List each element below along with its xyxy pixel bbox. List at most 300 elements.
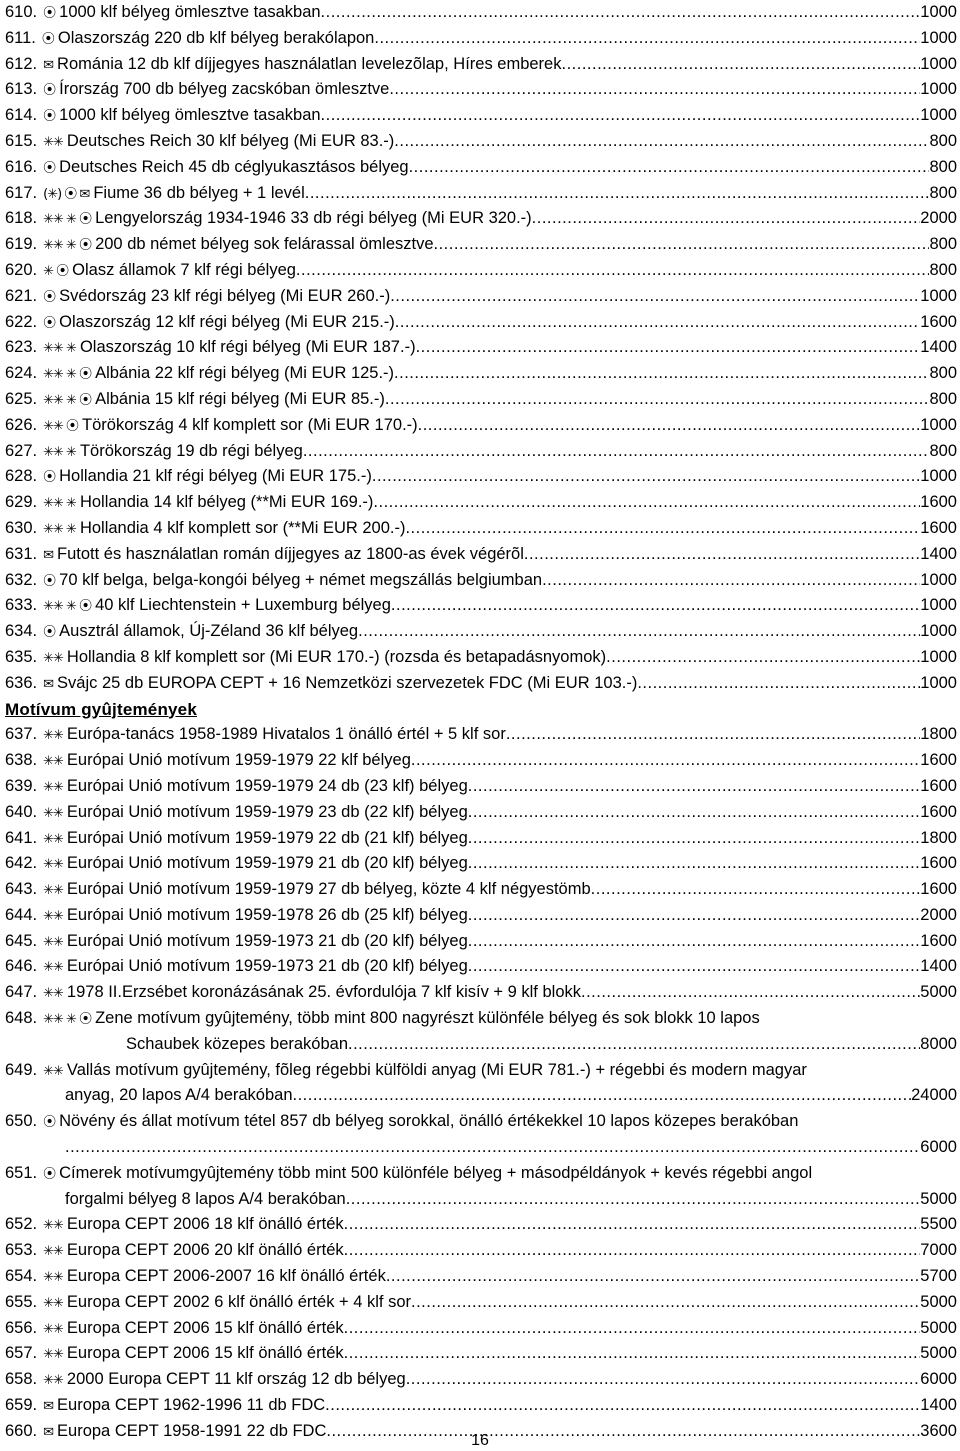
lot-description: Olaszország 12 klf régi bélyeg (Mi EUR 215.-) <box>59 312 395 331</box>
lot-number: 659. <box>5 1396 38 1415</box>
entry-line-continued <box>5 1135 957 1161</box>
lot-price: 1600 <box>920 854 957 873</box>
condition-icon: ✳ ⦿ <box>43 263 69 279</box>
condition-icon: ✳✳ ✳ ⦿ <box>43 238 92 254</box>
lot-description: Deutsches Reich 30 klf bélyeg (Mi EUR 83.-) <box>66 131 395 150</box>
leader-dots <box>394 129 929 155</box>
condition-icon: ⦿ <box>43 6 56 21</box>
entry-line <box>5 387 957 413</box>
lot-price: 1000 <box>920 54 957 73</box>
lot-number: 637. <box>5 725 38 744</box>
lot-description: Európai Unió motívum 1959-1973 21 db (20 klf) bélyeg <box>66 931 468 950</box>
leader-dots <box>321 0 921 26</box>
catalog-entry <box>5 1109 957 1161</box>
leader-dots <box>405 516 920 542</box>
lot-number: 647. <box>5 983 38 1002</box>
catalog-entry <box>5 387 957 413</box>
lot-number: 628. <box>5 467 38 486</box>
lot-description: Törökország 19 db régi bélyeg <box>79 441 303 460</box>
catalog-entry <box>5 903 957 929</box>
leader-dots <box>591 877 921 903</box>
entry-line <box>5 542 957 568</box>
lot-price: 1600 <box>920 518 957 537</box>
entry-line <box>5 1006 957 1032</box>
leader-dots <box>65 1135 920 1161</box>
lot-description: Zene motívum gyûjtemény, több mint 800 nagyrészt különféle bélyeg és sok blokk 10 lapos <box>95 1009 760 1028</box>
lot-price: 800 <box>929 235 957 254</box>
catalog-entry <box>5 258 957 284</box>
lot-description-continued: anyag, 20 lapos A/4 berakóban <box>65 1086 293 1105</box>
catalog-entry <box>5 181 957 207</box>
lot-number: 651. <box>5 1163 38 1182</box>
lot-description: Európai Unió motívum 1959-1979 24 db (23 klf) bélyeg <box>66 776 468 795</box>
entry-line <box>5 490 957 516</box>
lot-number: 623. <box>5 338 38 357</box>
leader-dots <box>606 645 920 671</box>
condition-icon: ✳✳ <box>43 1244 63 1260</box>
lot-price: 5500 <box>920 1215 957 1234</box>
catalog-entry <box>5 232 957 258</box>
lot-price: 800 <box>929 131 957 150</box>
condition-icon: ✳✳ <box>43 1347 63 1363</box>
condition-icon: ✳✳ ✳ ⦿ <box>43 212 92 228</box>
condition-icon: ✉ <box>43 547 54 563</box>
lot-description: Hollandia 8 klf komplett sor (Mi EUR 170.-) (rozsda és betapadásnyomok) <box>66 647 607 666</box>
lot-description: Vallás motívum gyûjtemény, fõleg régebbi külföldi anyag (Mi EUR 781.-) + régebbi és modern magyar <box>66 1060 807 1079</box>
entry-line <box>5 0 957 26</box>
lot-number: 631. <box>5 544 38 563</box>
lot-price: 8000 <box>920 1034 957 1053</box>
leader-dots <box>468 954 921 980</box>
leader-dots <box>468 774 921 800</box>
entry-line <box>5 1290 957 1316</box>
entry-line <box>5 1367 957 1393</box>
lot-price: 3600 <box>920 1421 957 1440</box>
condition-icon: ⦿ <box>43 289 56 305</box>
entry-line <box>5 645 957 671</box>
lot-description: Írország 700 db bélyeg zacskóban ömlesztve <box>59 80 390 99</box>
catalog-entry <box>5 929 957 955</box>
lot-description: Európai Unió motívum 1959-1979 21 db (20 klf) bélyeg <box>66 854 468 873</box>
lot-description: Európai Unió motívum 1959-1978 26 db (25 klf) bélyeg <box>66 905 468 924</box>
catalog-entry <box>5 129 957 155</box>
condition-icon: ⦿ <box>43 573 56 589</box>
lot-description: Európa-tanács 1958-1989 Hivatalos 1 önálló értél + 5 klf sor <box>66 725 506 744</box>
condition-icon: (✳) ⦿ ✉ <box>43 186 90 202</box>
lot-description: Olaszország 10 klf régi bélyeg (Mi EUR 187.-) <box>79 338 416 357</box>
leader-dots <box>411 1290 920 1316</box>
entry-line <box>5 1058 957 1084</box>
condition-icon: ✳✳ <box>43 779 63 795</box>
leader-dots <box>468 903 921 929</box>
catalog-entry <box>5 1006 957 1058</box>
entry-line <box>5 413 957 439</box>
catalog-entry <box>5 335 957 361</box>
lot-number: 652. <box>5 1215 38 1234</box>
condition-icon: ✳✳ <box>43 650 63 666</box>
leader-dots <box>411 748 920 774</box>
lot-description: Svájc 25 db EUROPA CEPT + 16 Nemzetközi szervezetek FDC (Mi EUR 103.-) <box>57 673 638 692</box>
condition-icon: ✳✳ <box>43 1063 63 1079</box>
condition-icon: ✳✳ <box>43 1270 63 1286</box>
lot-number: 646. <box>5 957 38 976</box>
condition-icon: ⦿ <box>43 1115 56 1131</box>
lot-number: 620. <box>5 260 38 279</box>
lot-number: 626. <box>5 415 38 434</box>
condition-icon: ✉ <box>43 1424 54 1440</box>
entry-line-continued <box>5 1187 957 1213</box>
catalog-entry <box>5 800 957 826</box>
condition-icon: ⦿ <box>43 109 56 125</box>
lot-description: Törökország 4 klf komplett sor (Mi EUR 170.-) <box>82 415 418 434</box>
entry-line <box>5 439 957 465</box>
leader-dots <box>532 206 921 232</box>
leader-dots <box>468 851 921 877</box>
lot-number: 636. <box>5 673 38 692</box>
lot-number: 649. <box>5 1060 38 1079</box>
leader-dots <box>344 1316 921 1342</box>
entry-line-continued <box>5 1032 957 1058</box>
lot-description: Deutsches Reich 45 db céglyukasztásos bélyeg <box>59 157 409 176</box>
lot-price: 6000 <box>920 1370 957 1389</box>
condition-icon: ✳✳ ⦿ <box>43 418 79 434</box>
lot-description: Europa CEPT 2006 18 klf önálló érték <box>66 1215 344 1234</box>
leader-dots <box>468 800 921 826</box>
lot-price: 1000 <box>920 415 957 434</box>
condition-icon: ✳✳ <box>43 754 63 770</box>
condition-icon: ✳✳ <box>43 728 63 744</box>
lot-price: 1800 <box>920 828 957 847</box>
lot-price: 1400 <box>920 338 957 357</box>
leader-dots <box>374 26 920 52</box>
lot-description-continued: forgalmi bélyeg 8 lapos A/4 berakóban <box>65 1189 346 1208</box>
catalog-entry <box>5 645 957 671</box>
lot-description: Futott és használatlan román díjjegyes az 1800-as évek végérõl <box>57 544 524 563</box>
lot-number: 613. <box>5 80 38 99</box>
condition-icon: ✳✳ ✳ <box>43 444 76 460</box>
lot-price: 6000 <box>920 1138 957 1157</box>
entry-line <box>5 1264 957 1290</box>
lot-number: 619. <box>5 235 38 254</box>
lot-price: 1400 <box>920 957 957 976</box>
catalog-entry <box>5 1367 957 1393</box>
lot-price: 1000 <box>920 647 957 666</box>
leader-dots <box>372 464 920 490</box>
leader-dots <box>303 439 930 465</box>
lot-price: 5700 <box>920 1267 957 1286</box>
entry-line <box>5 52 957 78</box>
lot-description: Europa CEPT 2006-2007 16 klf önálló érték <box>66 1267 386 1286</box>
catalog-entry <box>5 774 957 800</box>
condition-icon: ✳✳ <box>43 1295 63 1311</box>
lot-description: Olaszország 220 db klf bélyeg berakólapon <box>57 28 375 47</box>
lot-description: Növény és állat motívum tétel 857 db bélyeg sorokkal, önálló értékekkel 10 lapos közepes berakóban <box>59 1112 799 1131</box>
leader-dots <box>391 593 920 619</box>
catalog-entry <box>5 26 957 52</box>
condition-icon: ✳✳ ✳ ⦿ <box>43 367 92 383</box>
entry-line <box>5 26 957 52</box>
catalog-entry <box>5 77 957 103</box>
leader-dots <box>325 1393 920 1419</box>
condition-icon: ⦿ <box>41 31 54 47</box>
condition-icon: ⦿ <box>43 1166 56 1182</box>
catalog-entry <box>5 954 957 980</box>
entry-line <box>5 722 957 748</box>
lot-number: 621. <box>5 286 38 305</box>
condition-icon: ✉ <box>43 57 54 73</box>
catalog-entry <box>5 284 957 310</box>
lot-description: Hollandia 21 klf régi bélyeg (Mi EUR 175.-) <box>59 467 372 486</box>
lot-price: 1000 <box>920 673 957 692</box>
lot-number: 639. <box>5 776 38 795</box>
entry-line <box>5 980 957 1006</box>
leader-dots <box>321 103 921 129</box>
lot-description: 40 klf Liechtenstein + Luxemburg bélyeg <box>95 596 391 615</box>
lot-number: 625. <box>5 389 38 408</box>
lot-description: Ausztrál államok, Új-Zéland 36 klf bélyeg <box>59 622 359 641</box>
leader-dots <box>637 671 920 697</box>
lot-number: 643. <box>5 880 38 899</box>
lot-description: Albánia 22 klf régi bélyeg (Mi EUR 125.-) <box>95 364 395 383</box>
condition-icon: ✳✳ <box>43 934 63 950</box>
catalog-list <box>5 0 957 1445</box>
lot-description: Európai Unió motívum 1959-1979 22 db (21 klf) bélyeg <box>66 828 468 847</box>
catalog-entry <box>5 748 957 774</box>
catalog-entry <box>5 206 957 232</box>
condition-icon: ✳✳ <box>43 960 63 976</box>
catalog-entry <box>5 851 957 877</box>
lot-description: Európai Unió motívum 1959-1979 27 db bélyeg, közte 4 klf négyestömb <box>66 880 591 899</box>
lot-number: 634. <box>5 622 38 641</box>
condition-icon: ✳✳ ✳ <box>43 496 76 512</box>
lot-description: Europa CEPT 2006 15 klf önálló érték <box>66 1318 344 1337</box>
entry-line <box>5 800 957 826</box>
entry-line <box>5 929 957 955</box>
lot-description: Címerek motívumgyûjtemény több mint 500 különféle bélyeg + másodpéldányok + kevés régebbi angol <box>59 1163 813 1182</box>
catalog-entry <box>5 1264 957 1290</box>
lot-number: 614. <box>5 106 38 125</box>
entry-line <box>5 232 957 258</box>
lot-price: 1000 <box>920 622 957 641</box>
lot-number: 653. <box>5 1241 38 1260</box>
condition-icon: ⦿ <box>43 315 56 331</box>
leader-dots <box>344 1238 921 1264</box>
leader-dots <box>561 52 920 78</box>
lot-price: 1600 <box>920 776 957 795</box>
catalog-entry <box>5 361 957 387</box>
lot-price: 1000 <box>920 28 957 47</box>
lot-description: Hollandia 4 klf komplett sor (**Mi EUR 200.-) <box>79 518 406 537</box>
condition-icon: ✉ <box>43 1399 54 1415</box>
lot-price: 5000 <box>920 1292 957 1311</box>
catalog-entry <box>5 310 957 336</box>
section-heading: Motívum gyûjtemények <box>5 699 197 719</box>
entry-line <box>5 103 957 129</box>
lot-price: 1400 <box>920 1396 957 1415</box>
entry-line <box>5 619 957 645</box>
catalog-entry <box>5 1238 957 1264</box>
lot-number: 641. <box>5 828 38 847</box>
catalog-entry <box>5 722 957 748</box>
lot-price: 1000 <box>920 570 957 589</box>
entry-line <box>5 568 957 594</box>
condition-icon: ✳✳ <box>43 986 63 1002</box>
catalog-entry <box>5 0 957 26</box>
lot-number: 640. <box>5 802 38 821</box>
condition-icon: ✳✳ <box>43 1373 63 1389</box>
lot-number: 658. <box>5 1370 38 1389</box>
entry-line <box>5 77 957 103</box>
lot-price: 1000 <box>920 106 957 125</box>
catalog-entry <box>5 1341 957 1367</box>
entry-line <box>5 206 957 232</box>
entry-line <box>5 851 957 877</box>
entry-line <box>5 464 957 490</box>
leader-dots <box>386 1264 920 1290</box>
leader-dots <box>385 387 930 413</box>
lot-description: Fiume 36 db bélyeg + 1 levél <box>93 183 305 202</box>
lot-number: 648. <box>5 1009 38 1028</box>
lot-price: 5000 <box>920 1189 957 1208</box>
lot-description: 1978 II.Erzsébet koronázásának 25. évfordulója 7 klf kisív + 9 klf blokk <box>66 983 581 1002</box>
lot-price: 1600 <box>920 931 957 950</box>
entry-line <box>5 1393 957 1419</box>
condition-icon: ✳✳ <box>43 857 63 873</box>
lot-price: 7000 <box>920 1241 957 1260</box>
lot-description: Lengyelország 1934-1946 33 db régi bélyeg (Mi EUR 320.-) <box>95 209 532 228</box>
lot-price: 2000 <box>920 905 957 924</box>
condition-icon: ✳✳ <box>43 1218 63 1234</box>
leader-dots <box>416 335 921 361</box>
lot-description: Albánia 15 klf régi bélyeg (Mi EUR 85.-) <box>95 389 385 408</box>
lot-price: 1600 <box>920 751 957 770</box>
lot-number: 650. <box>5 1112 38 1131</box>
catalog-entry <box>5 490 957 516</box>
entry-line <box>5 826 957 852</box>
catalog-entry <box>5 464 957 490</box>
lot-description: Europa CEPT 2002 6 klf önálló érték + 4 klf sor <box>66 1292 412 1311</box>
entry-line <box>5 361 957 387</box>
lot-price: 24000 <box>911 1086 957 1105</box>
lot-number: 618. <box>5 209 38 228</box>
catalog-entry <box>5 1161 957 1213</box>
entry-line-continued <box>5 1083 957 1109</box>
entry-line <box>5 903 957 929</box>
lot-number: 630. <box>5 518 38 537</box>
leader-dots <box>344 1341 921 1367</box>
condition-icon: ✳✳ <box>43 805 63 821</box>
condition-icon: ⦿ <box>43 470 56 486</box>
entry-line <box>5 748 957 774</box>
leader-dots <box>373 490 920 516</box>
entry-line <box>5 1109 957 1135</box>
entry-line <box>5 284 957 310</box>
leader-dots <box>434 232 930 258</box>
lot-price: 2000 <box>920 209 957 228</box>
lot-description: Olasz államok 7 klf régi bélyeg <box>72 260 296 279</box>
leader-dots <box>296 258 930 284</box>
leader-dots <box>542 568 920 594</box>
entry-line <box>5 1212 957 1238</box>
lot-number: 638. <box>5 751 38 770</box>
condition-icon: ⦿ <box>43 625 56 641</box>
catalog-entry <box>5 1058 957 1110</box>
leader-dots <box>394 361 929 387</box>
entry-line <box>5 593 957 619</box>
leader-dots <box>468 929 921 955</box>
lot-number: 627. <box>5 441 38 460</box>
entry-line <box>5 1238 957 1264</box>
lot-description: 200 db német bélyeg sok felárassal ömlesztve <box>95 235 434 254</box>
lot-price: 1000 <box>920 467 957 486</box>
condition-icon: ✳✳ ✳ ⦿ <box>43 392 92 408</box>
lot-description: 1000 klf bélyeg ömlesztve tasakban <box>59 106 321 125</box>
leader-dots <box>524 542 920 568</box>
condition-icon: ✳✳ ✳ <box>43 521 76 537</box>
entry-line <box>5 1161 957 1187</box>
lot-price: 5000 <box>920 1344 957 1363</box>
lot-price: 5000 <box>920 983 957 1002</box>
catalog-entry <box>5 1290 957 1316</box>
lot-number: 656. <box>5 1318 38 1337</box>
entry-line <box>5 155 957 181</box>
lot-price: 5000 <box>920 1318 957 1337</box>
lot-number: 611. <box>5 28 36 47</box>
entry-line <box>5 129 957 155</box>
leader-dots <box>389 77 920 103</box>
condition-icon: ✳✳ ✳ ⦿ <box>43 599 92 615</box>
condition-icon: ⦿ <box>43 83 56 99</box>
lot-number: 629. <box>5 493 38 512</box>
lot-price: 1400 <box>920 544 957 563</box>
catalog-entry <box>5 980 957 1006</box>
lot-description: Románia 12 db klf díjjegyes használatlan levelezõlap, Híres emberek <box>57 54 562 73</box>
lot-description: Europa CEPT 2006 20 klf önálló érték <box>66 1241 344 1260</box>
lot-description: Hollandia 14 klf bélyeg (**Mi EUR 169.-) <box>79 493 374 512</box>
catalog-entry <box>5 826 957 852</box>
entry-line <box>5 310 957 336</box>
lot-price: 1800 <box>920 725 957 744</box>
condition-icon: ✉ <box>43 676 54 692</box>
page-number: 16 <box>471 1432 489 1449</box>
catalog-entry <box>5 413 957 439</box>
lot-price: 1000 <box>920 80 957 99</box>
lot-price: 800 <box>929 260 957 279</box>
leader-dots <box>395 310 921 336</box>
catalog-entry <box>5 103 957 129</box>
lot-price: 800 <box>929 183 957 202</box>
entry-line <box>5 877 957 903</box>
leader-dots <box>348 1032 920 1058</box>
lot-description: Svédország 23 klf régi bélyeg (Mi EUR 260.-) <box>59 286 391 305</box>
condition-icon: ✳✳ <box>43 883 63 899</box>
lot-price: 800 <box>929 364 957 383</box>
entry-line <box>5 954 957 980</box>
catalog-entry <box>5 1316 957 1342</box>
lot-number: 655. <box>5 1292 38 1311</box>
condition-icon: ✳✳ <box>43 831 63 847</box>
lot-number: 654. <box>5 1267 38 1286</box>
catalog-entry <box>5 155 957 181</box>
catalog-entry <box>5 1212 957 1238</box>
entry-line <box>5 335 957 361</box>
lot-price: 1600 <box>920 493 957 512</box>
lot-number: 657. <box>5 1344 38 1363</box>
entry-line <box>5 1341 957 1367</box>
catalog-entry <box>5 593 957 619</box>
leader-dots <box>346 1187 921 1213</box>
lot-number: 644. <box>5 905 38 924</box>
